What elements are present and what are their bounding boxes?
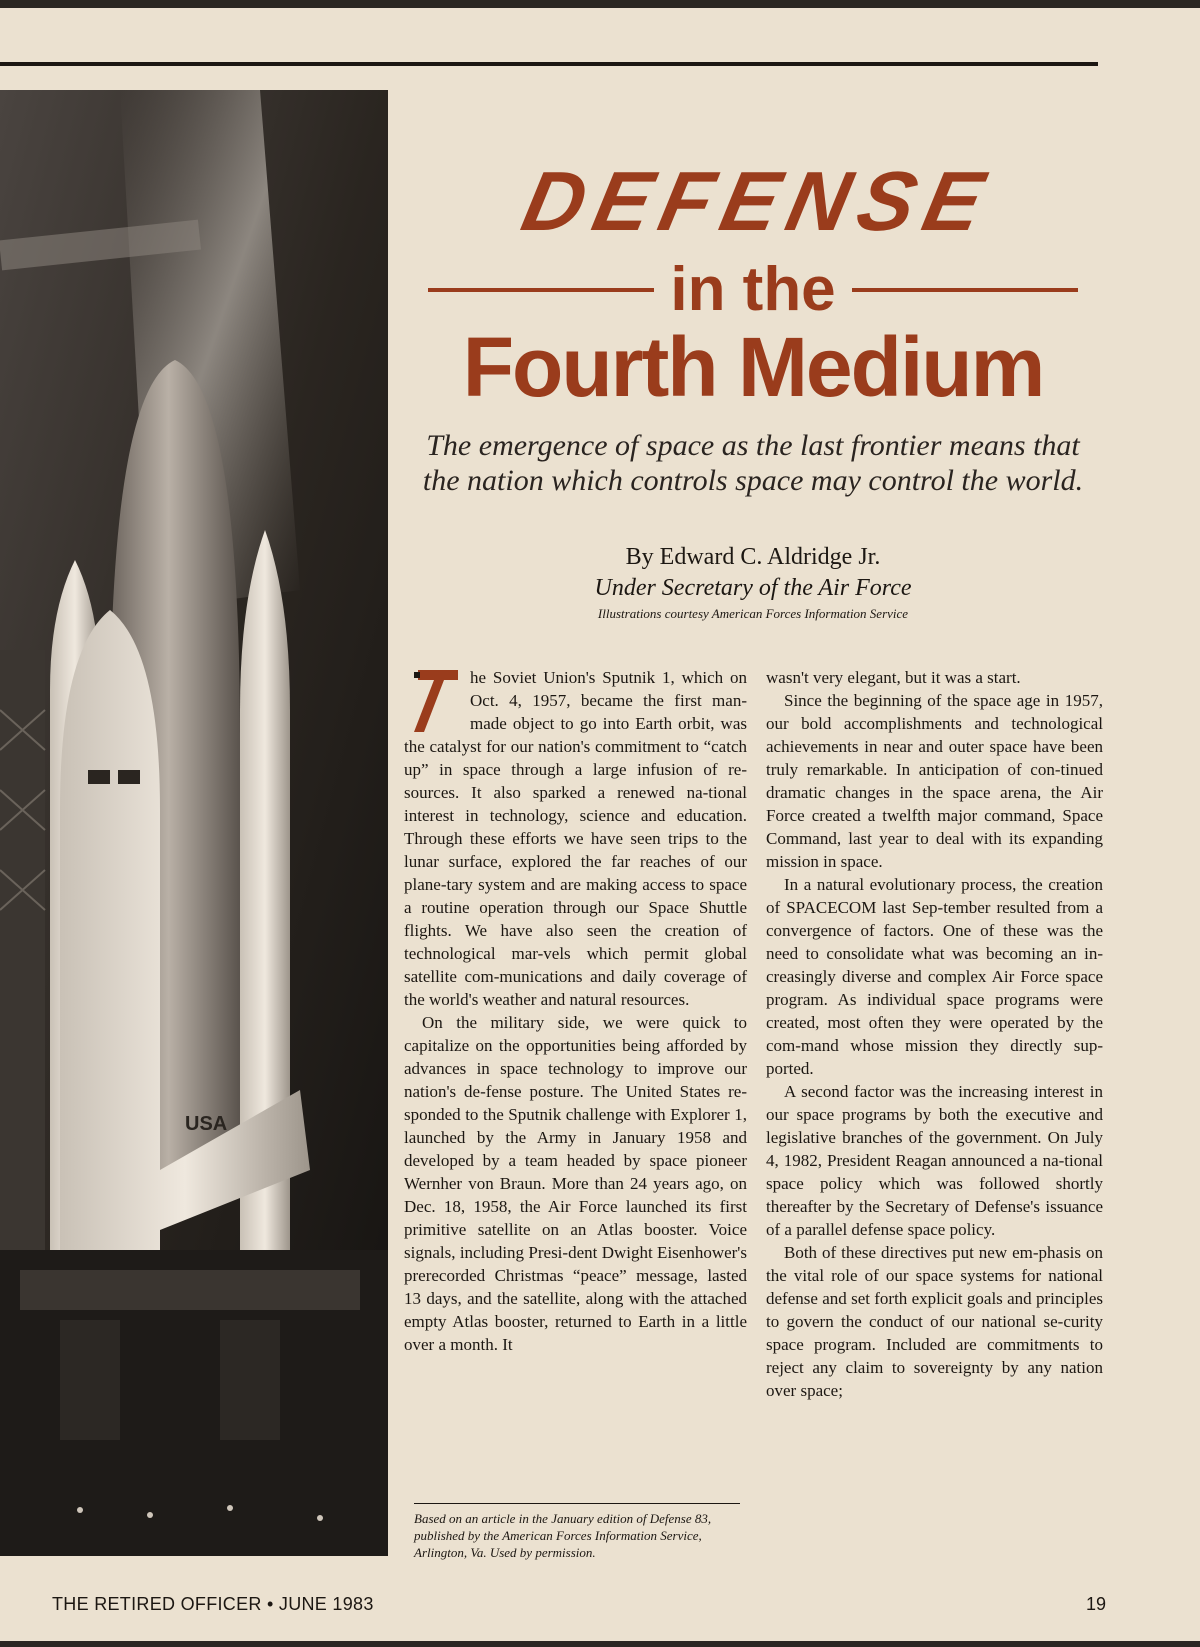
space-shuttle-photo — [0, 90, 388, 1556]
title-connector-text: in the — [670, 255, 836, 324]
byline: By Edward C. Aldridge Jr. — [625, 544, 881, 570]
footnote-rule — [414, 1503, 740, 1504]
paragraph: Since the beginning of the space age in 1957, our bold accomplishments and technological achievements in near and outer space have been truly remarkable. In anticipation of con-tinued dramatic changes in the space arena, the Air Force created a twelfth major command, Space Command, last year to deal with its expanding mission in space. — [766, 691, 1103, 871]
left-title-rule — [428, 288, 654, 292]
article-dek: The emergence of space as the last frontier means that the nation which controls space may control the world. — [422, 429, 1084, 497]
space-shuttle-illustration — [0, 90, 388, 1556]
illustration-credit: Illustrations courtesy American Forces Information Service — [597, 606, 909, 621]
right-title-rule — [852, 288, 1078, 292]
usa-marking: USA — [185, 1113, 228, 1135]
scan-bottom-edge — [0, 1641, 1200, 1647]
header-rule — [0, 62, 1098, 66]
paragraph: Both of these directives put new em-phasis on the vital role of our space systems for national defense and set forth explicit goals and principles to govern the conduct of our national se-curity space program. Included are commitments to reject any claim to sovereignty by any nation over space; — [766, 1243, 1103, 1400]
paragraph: On the military side, we were quick to capitalize on the opportunities being afforded by advances in space technology to improve our nation's de-fense posture. The United States re-sponded to the Sputnik challenge with Explorer 1, launched by the Army in January 1958 and developed by a team headed by space pioneer Wernher von Braun. More than 24 years ago, on Dec. 18, 1958, the Air Force launched its first primitive satellite on an Atlas booster. Voice signals, including Presi-dent Dwight Eisenhower's prerecorded Christmas “peace” message, lasted 13 days, and the satellite, along with the attached empty Atlas booster, returned to Earth in a little over a month. It — [404, 1013, 747, 1354]
article-title: Fourth Medium — [462, 320, 1044, 414]
title-connector — [428, 255, 1078, 325]
paragraph: he Soviet Union's Sputnik 1, which on Oct. 4, 1957, became the first man-made object to go into Earth orbit, was the catalyst for our nation's commitment to “catch up” in space through a large infusion of re-sources. It also sparked a renewed na-tional interest in technology, science and education. Through these efforts we have seen trips to the lunar surface, explored the far reaches of our plane-tary system and are making access to space a routine operation through our Space Shuttle flights. We have also seen the creation of technological mar-vels which permit global satellite com-munications and daily coverage of the world's weather and natural resources. — [404, 668, 747, 1009]
footnote: Based on an article in the January edition of Defense 83, published by the American Forces Information Service, Arlington, Va. Used by permission. — [414, 1511, 712, 1560]
paragraph: In a natural evolutionary process, the creation of SPACECOM last Sep-tember resulted from a convergence of factors. One of these was the need to consolidate what was becoming an in-creasingly diverse and complex Air Force space program. As individual space programs were created, most often they were operated by the com-mand whose mission they directly sup-ported. — [766, 875, 1103, 1078]
publication-folio: THE RETIRED OFFICER • JUNE 1983 — [52, 1594, 374, 1614]
byline-title: Under Secretary of the Air Force — [594, 575, 912, 601]
drop-cap-t — [414, 670, 458, 732]
paragraph: wasn't very elegant, but it was a start. — [766, 668, 1021, 687]
scan-top-edge — [0, 0, 1200, 8]
body-column-right — [766, 666, 1103, 1402]
page-number: 19 — [1086, 1594, 1107, 1614]
paragraph: A second factor was the increasing interest in our space programs by both the executive and legislative branches of the government. On July 4, 1982, President Reagan announced a na-tional space policy which was followed shortly thereafter by the Secretary of Defense's issuance of a parallel defense space policy. — [766, 1082, 1103, 1239]
defense-stencil-title: DEFENSE — [514, 154, 1002, 248]
body-column-left — [404, 666, 747, 1356]
